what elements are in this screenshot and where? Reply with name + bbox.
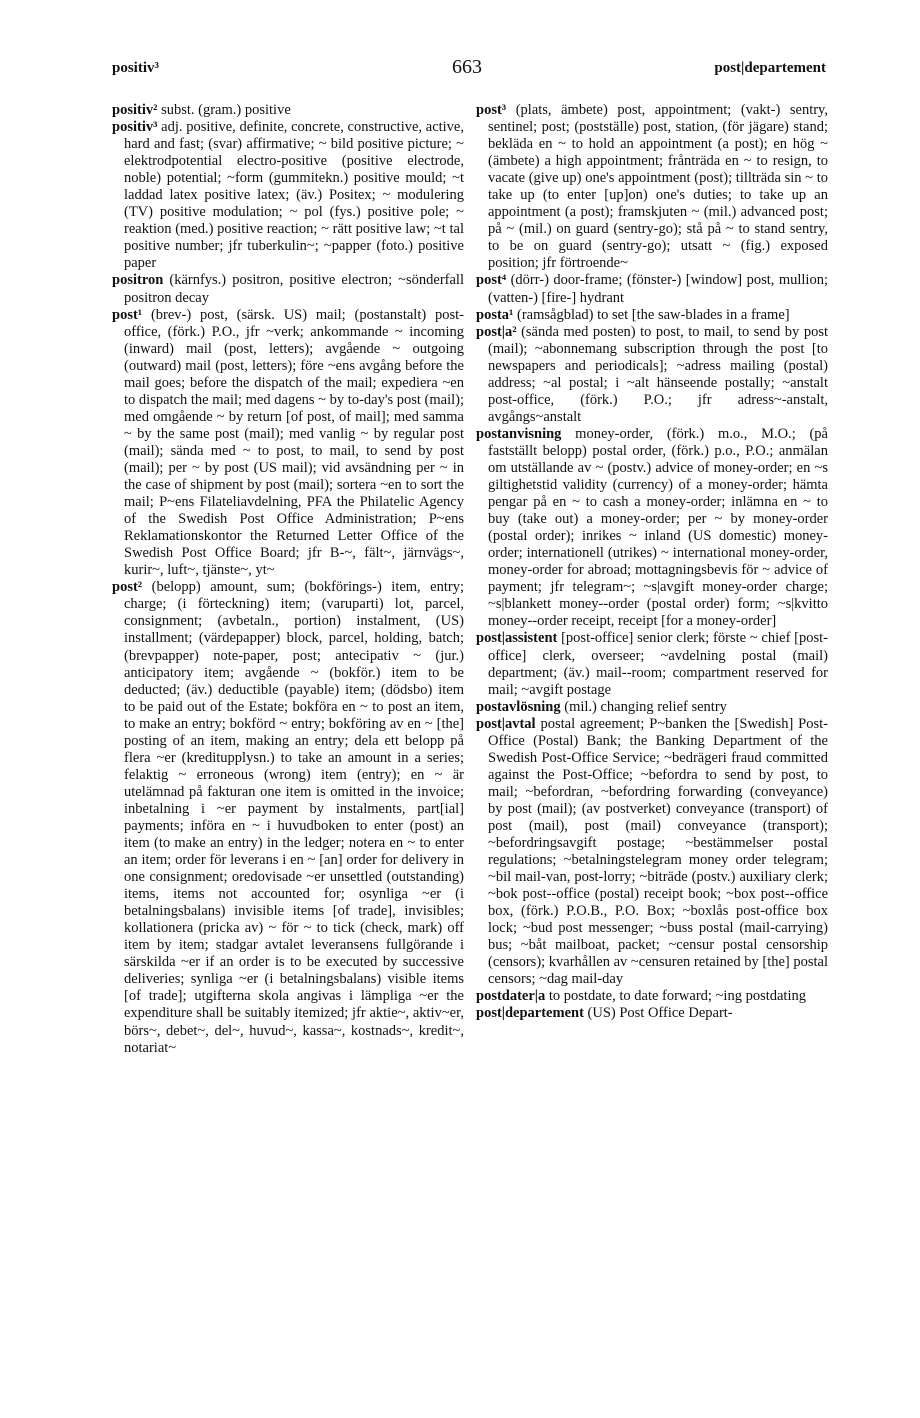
entry-headword: post² [112,579,143,596]
entry-definition: (plats, ämbete) post, appointment; (vakt-) sentry, sentinel; post; (postställe) post, station, (för jägare) stand; bekläda en ~ to hold an appointment (a post); en hög ~ (ämbete) a high appointment; frånträda en ~ to resign, to vacate (give up) one's appointment (post); tillträda sin ~ to take up (to enter [up]on) one's duties; to take up an appointment (a post); framskjuten ~ (mil.) advanced post; på ~ (mil.) on guard (sentry-go); stå på ~ to stand sentry, to be on guard (sentry-go); utsatt ~ (fig.) exposed position; jfr förtroende~ [488,102,828,272]
dictionary-entry [112,272,464,306]
entry-definition: (brev-) post, (särsk. US) mail; (postanstalt) post-office, (förk.) P.O., jfr ~verk; ankommande ~ incoming (inward) mail (post, letters); avgående ~ outgoing (outward) mail (post, letters); före ~ens avgång before the mail goes; before the dispatch of the mail; expediera ~en to dispatch the mail; med dagens ~ by to-day's post (mail); med omgående ~ by return [of post, of mail]; med samma ~ by the same post (mail); med vanlig ~ by regular post (mail); sända med ~ to post, to mail, to send by post (mail); per ~ by post (US mail); vid avsändning per ~ in the case of shipment by post (mail); sortera ~en to sort the mail; P~ens Filateliavdelning, PFA the Philatelic Agency of the Swedish Post Office Administration; P~ens Reklamationskontor the Returned Letter Office of the Swedish Post Office Board; jfr B-~, fält~, järnvägs~, kurir~, luft~, tjänste~, yt~ [124,306,464,579]
entry-definition: (dörr-) door-frame; (fönster-) [window] post, mullion; (vatten-) [fire-] hydrant [488,272,828,306]
entry-headword: post⁴ [476,272,507,289]
dictionary-entry [112,102,464,119]
entry-headword: positron [112,272,164,289]
dictionary-entry [476,716,828,989]
dictionary-entry [476,988,828,1005]
entry-definition: (kärnfys.) positron, positive electron; ~sönderfall positron decay [124,272,464,306]
entry-definition: (mil.) changing relief sentry [560,698,727,715]
entry-headword: positiv² [112,102,158,118]
dictionary-entry [476,630,828,698]
entry-headword: positiv³ [112,119,158,136]
entry-headword: post|departement [476,1005,584,1022]
entry-definition: adj. positive, definite, concrete, constructive, active, hard and fast; (svar) affirmative; ~ bild positive picture; ~ elektrodpotential electro-positive (positive electrode, noble) potential; ~form (gummitekn.) positive mould; ~t laddad latex positive latex; (äv.) Positex; ~ modulering (TV) positive modulation; ~ pol (fys.) positive pole; ~ reaktion (med.) positive reaction; ~ rätt positive law; ~t tal positive number; jfr tuberkulin~; ~papper (foto.) positive paper [124,119,464,272]
entry-headword: postanvisning [476,425,562,442]
right-column [476,102,828,1023]
dictionary-entry [112,119,464,272]
entry-headword: postavlösning [476,698,561,715]
entry-definition: money-order, (förk.) m.o., M.O.; (på fastställt belopp) postal order, (förk.) p.o., P.O.; anmälan om utställande av ~ (postv.) advice of money-order; en ~s giltighetstid validity (currency) of a money-order; hämta pengar på en ~ to cash a money-order; inlämna en ~ to buy (take out) a money-order; per ~ by money-order (postal order); inrikes ~ inland (US domestic) money-order; internationell (utrikes) ~ international money-order, money-order for abroad; mottagningsbevis för ~ advice of payment; jfr telegram~; ~s|avgift money-order charge; ~s|blankett money--order (postal order) form; ~s|kvitto money--order receipt, receipt [for a money-order] [488,425,828,630]
dictionary-entry [476,272,828,306]
dictionary-entry [476,1005,828,1022]
entry-headword: post|a² [476,323,517,340]
entry-definition: subst. (gram.) positive [157,102,291,118]
page-number: 663 [452,56,482,78]
entry-headword: posta¹ [476,306,514,323]
entry-headword: post¹ [112,306,143,323]
entry-headword: postdater|a [476,988,546,1005]
page-header [112,56,826,86]
entry-headword: post|avtal [476,715,536,732]
entry-definition: (belopp) amount, sum; (bokförings-) item, entry; charge; (i förteckning) item; (varuparti) lot, parcel, consignment; (avbetaln., portion) instalment, (US) installment; (värdepapper) block, parcel, holding, batch; (brevpapper) note-paper, post; antecipativ ~ (jur.) anticipatory item; avgående ~ (bokför.) item to be deducted; (äv.) deductible (payable) item; (dödsbo) item to be paid out of the Estate; bokföra en ~ to post an item, to make an entry; bokförd ~ entry; bokföring av en ~ [the] posting of an item, making an entry; dela ett belopp på flera ~er (kreditupplysn.) to take an amount in a series; felaktig ~ erroneous (wrong) item (entry); en ~ är utelämnad på fakturan one item is omitted in the invoice; inbetalning i ~er payment by instalments, part[ial] payments; införa en ~ i huvudboken to enter (post) an item (to make an entry) in the ledger; notera en ~ to enter an item; order för leverans i en ~ [an] order for delivery in one consignment; oredovisade ~er unsettled (outstanding) items, items not accounted for; osynliga ~er (i betalningsbalans) invisible items [of trade], invisibles; kollationera (pricka av) ~ för ~ to tick (check, mark) off item by item; stadgar avtalet leveransens fullgörande i särskilda ~er if an order is to be executed by successive deliveries; synliga ~er (i betalningsbalans) visible items [of trade]; utgifterna skola angivas i lämpliga ~er the expenditure shall be suitably itemized; jfr aktie~, aktiv~er, börs~, debet~, del~, huvud~, kassa~, kostnads~, kredit~, notariat~ [124,579,464,1056]
dictionary-entry [476,102,828,272]
entry-definition: (ramsågblad) to set [the saw-blades in a frame] [513,306,790,323]
entry-definition: postal agreement; P~banken the [Swedish] Post-Office (Postal) Bank; the Banking Department of the Swedish Post-Office Service; ~bedrägeri fraud committed against the Post-Office; ~befordra to send by post, to mail; ~befordran, ~befordring forwarding (conveyance) by post (mail); (av postverket) conveyance (transport) of post (mail), post (mail) conveyance (transport); ~befordringsavgift postage; ~bestämmelser postal regulations; ~betalningstelegram money order telegram; ~bil mail-van, post-lorry; ~biträde (postv.) auxiliary clerk; ~bok post--office (postal) receipt book; ~box post--office box, (förk.) P.O.B., P.O. Box; ~boxlås post-office box lock; ~bud post messenger; ~buss postal (mail-carrying) bus; ~båt mailboat, packet; ~censur postal censorship (censors); kvarhållen av ~censuren retained by [the] postal censors; ~dag mail-day [488,715,828,988]
left-column [112,102,464,1057]
entry-headword: post|assistent [476,630,558,647]
dictionary-entry [112,579,464,1056]
left-running-headword: positiv³ [112,60,160,76]
entry-headword: post³ [476,102,507,118]
dictionary-entry [476,699,828,716]
right-running-headword: post|departement [714,60,826,76]
entry-definition: (US) Post Office Depart- [583,1005,733,1022]
entry-definition: to postdate, to date forward; ~ing postdating [545,988,806,1005]
dictionary-entry [476,324,828,426]
entry-definition: (sända med posten) to post, to mail, to send by post (mail); ~abonnemang subscription through the post [to newspapers and periodicals]; ~adress mailing (postal) address; ~al postal; i ~alt hänseende postally; ~anstalt post-office, (förk.) P.O.; jfr adress~-anstalt, avgångs~anstalt [488,323,828,425]
dictionary-entry [476,307,828,324]
dictionary-entry [476,426,828,631]
entry-definition: [post-office] senior clerk; förste ~ chief [post-office] clerk, overseer; ~avdelning postal (mail) department; (äv.) mail--room; compartment reserved for mail; ~avgift postage [488,630,828,698]
dictionary-entry [112,307,464,580]
